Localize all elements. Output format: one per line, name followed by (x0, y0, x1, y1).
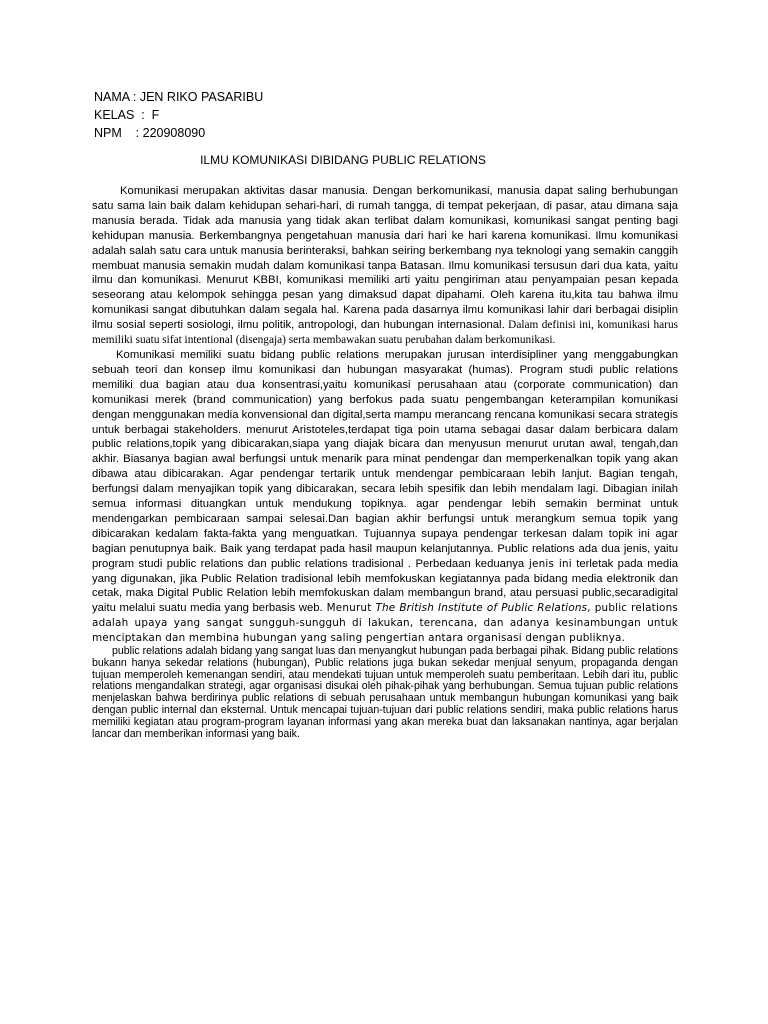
paragraph-1-serif-text: Dalam definisi ini, komunikasi harus memiliki suatu sifat intentional (disengaja) serta membawakan suatu perubahan dalam berkomunikasi. (92, 319, 678, 347)
class-line: KELAS : F (94, 108, 160, 122)
name-line: NAMA : JEN RIKO PASARIBU (94, 90, 264, 104)
paragraph-2-arial-c: , public relations adalah upaya yang sangat sungguh-sungguh di lakukan, terencana, dan adanya kesinambungan untuk menciptakan dan membina hubungan yang saling pengertian antara organisasi dengan publiknya. (92, 602, 678, 645)
paragraph-2-text: Komunikasi memiliki suatu bidang public relations merupakan jurusan interdisipliner yang menggabungkan sebuah teori dan konsep ilmu komunikasi dan hubungan masyarakat (humas). Program studi public relations memiliki dua bagian atau dua konsentrasi,yaitu komunikasi perusahaan atau (corporate communication) dan komunikasi merek (brand communication) yang berfokus pada suatu pengembangan keterampilan komunikasi dengan menggunakan media konvensional dan digital,serta mampu merancang rencana komunikasi secara strategis untuk berbagai stakeholders. menurut Aristoteles,terdapat tiga poin utama sebagai dasar dalam berbicara dalam public relations,topik yang dibicarakan,siapa yang diajak bicara dan menyusun menurut urutan awal, tengah,dan akhir. Biasanya bagian awal berfungsi untuk menarik para minat pendengar dan memperkenalkan topik yang akan dibawa atau dibicarakan. Agar pendengar tertarik untuk mendengar pembicaraan lebih lanjut. Bagian tengah, berfungsi dalam menyajikan topik yang dibicarakan, secara lebih spesifik dan lebih mendalam lagi. Dibagian inilah semua informasi dituangkan untuk mendukung topiknya. agar pendengar lebih semakin berminat untuk mendengarkan pembicaraan sampai selesai.Dan bagian akhir berfungsi untuk merangkum semua topik yang dibicarakan kedalam fakta-fakta yang menguatkan. Tujuannya supaya pendengar terkesan dalam topik ini agar bagian penutupnya baik. Baik yang terdapat pada hasil maupun kelanjutannya. Public relations ada dua jenis, yaitu program studi public relations dan public relations tradisional . Perbedaan keduanya (92, 348, 678, 570)
paragraph-2-arial-a: jenis ini (524, 557, 572, 570)
document-body (92, 184, 678, 740)
paragraph-2 (92, 348, 678, 646)
paragraph-1 (92, 184, 678, 348)
paragraph-3: public relations adalah bidang yang sangat luas dan menyangkut hubungan pada berbagai pihak. Bidang public relations bukann hanya sekedar relations (hubungan), Public relations juga bukan sekedar menjual senyum, propaganda dengan tujuan memperoleh kemenangan sendiri, atau mendekati tujuan untuk memperoleh suatu pemberitaan. Lebih dari itu, public relations mengandalkan strategi, agar organisasi disukai oleh pihak-pihak yang berhubungan. Semua tujuan public relations menjelaskan bahwa berdirinya public relations di sebuah perusahaan untuk membangun hubungan komunikasi yang baik dengan public internal dan eksternal. Untuk mencapai tujuan-tujuan dari public relations sendiri, maka public relations harus memiliki kegiatan atau program-program layanan informasi yang akan mereka buat dan laksanakan nantinya, agar berjalan lancar dan memberikan informasi yang baik. (92, 645, 679, 740)
paragraph-2-text-b: terletak pada media yang digunakan, jika Public Relation tradisional lebih memfokuskan kegiatannya pada bidang media elektronik dan cetak, maka Digital Public Relation lebih memfokuskan dalam membangun brand, atau persuasi public,secaradigital yaitu melalui suatu media yang berbasis web. (92, 557, 678, 615)
paragraph-1-text: Komunikasi merupakan aktivitas dasar manusia. Dengan berkomunikasi, manusia dapat saling berhubungan satu sama lain baik dalam kehidupan sehari-hari, di rumah tangga, di tempat pekerjaan, di pasar, atau dimana saja manusia berada. Tidak ada manusia yang tidak akan terlibat dalam komunikasi, komunikasi sangat penting bagi kehidupan manusia. Berkembangnya pengetahuan manusia dari hari ke hari karena komunikasi. Ilmu komunikasi adalah salah satu cara untuk manusia berinteraksi, bahkan seiring berkembang nya teknologi yang semakin canggih membuat manusia semakin mudah dalam komunikasi tanpa Batasan. Ilmu komunikasi tersusun dari dua kata, yaitu ilmu dan komunikasi. Menurut KBBI, komunikasi memiliki arti yaitu pengiriman atau penyampaian pesan kepada seseorang atau kelompok sehingga pesan yang dimaksud dapat dipahami. Oleh karena itu,kita tau bahwa ilmu komunikasi sangat dibutuhkan dalam segala hal. Karena pada dasarnya ilmu komunikasi lahir dari berbagai disiplin ilmu sosial seperti sosiologi, ilmu politik, antropologi, dan hubungan internasional. (92, 185, 678, 332)
document-title: ILMU KOMUNIKASI DIBIDANG PUBLIC RELATIONS (200, 153, 486, 167)
student-info (94, 88, 263, 142)
paragraph-2-source: The British Institute of Public Relations (375, 602, 588, 615)
paragraph-2-arial-b: Menurut (322, 602, 376, 615)
npm-line: NPM : 220908090 (94, 126, 206, 140)
